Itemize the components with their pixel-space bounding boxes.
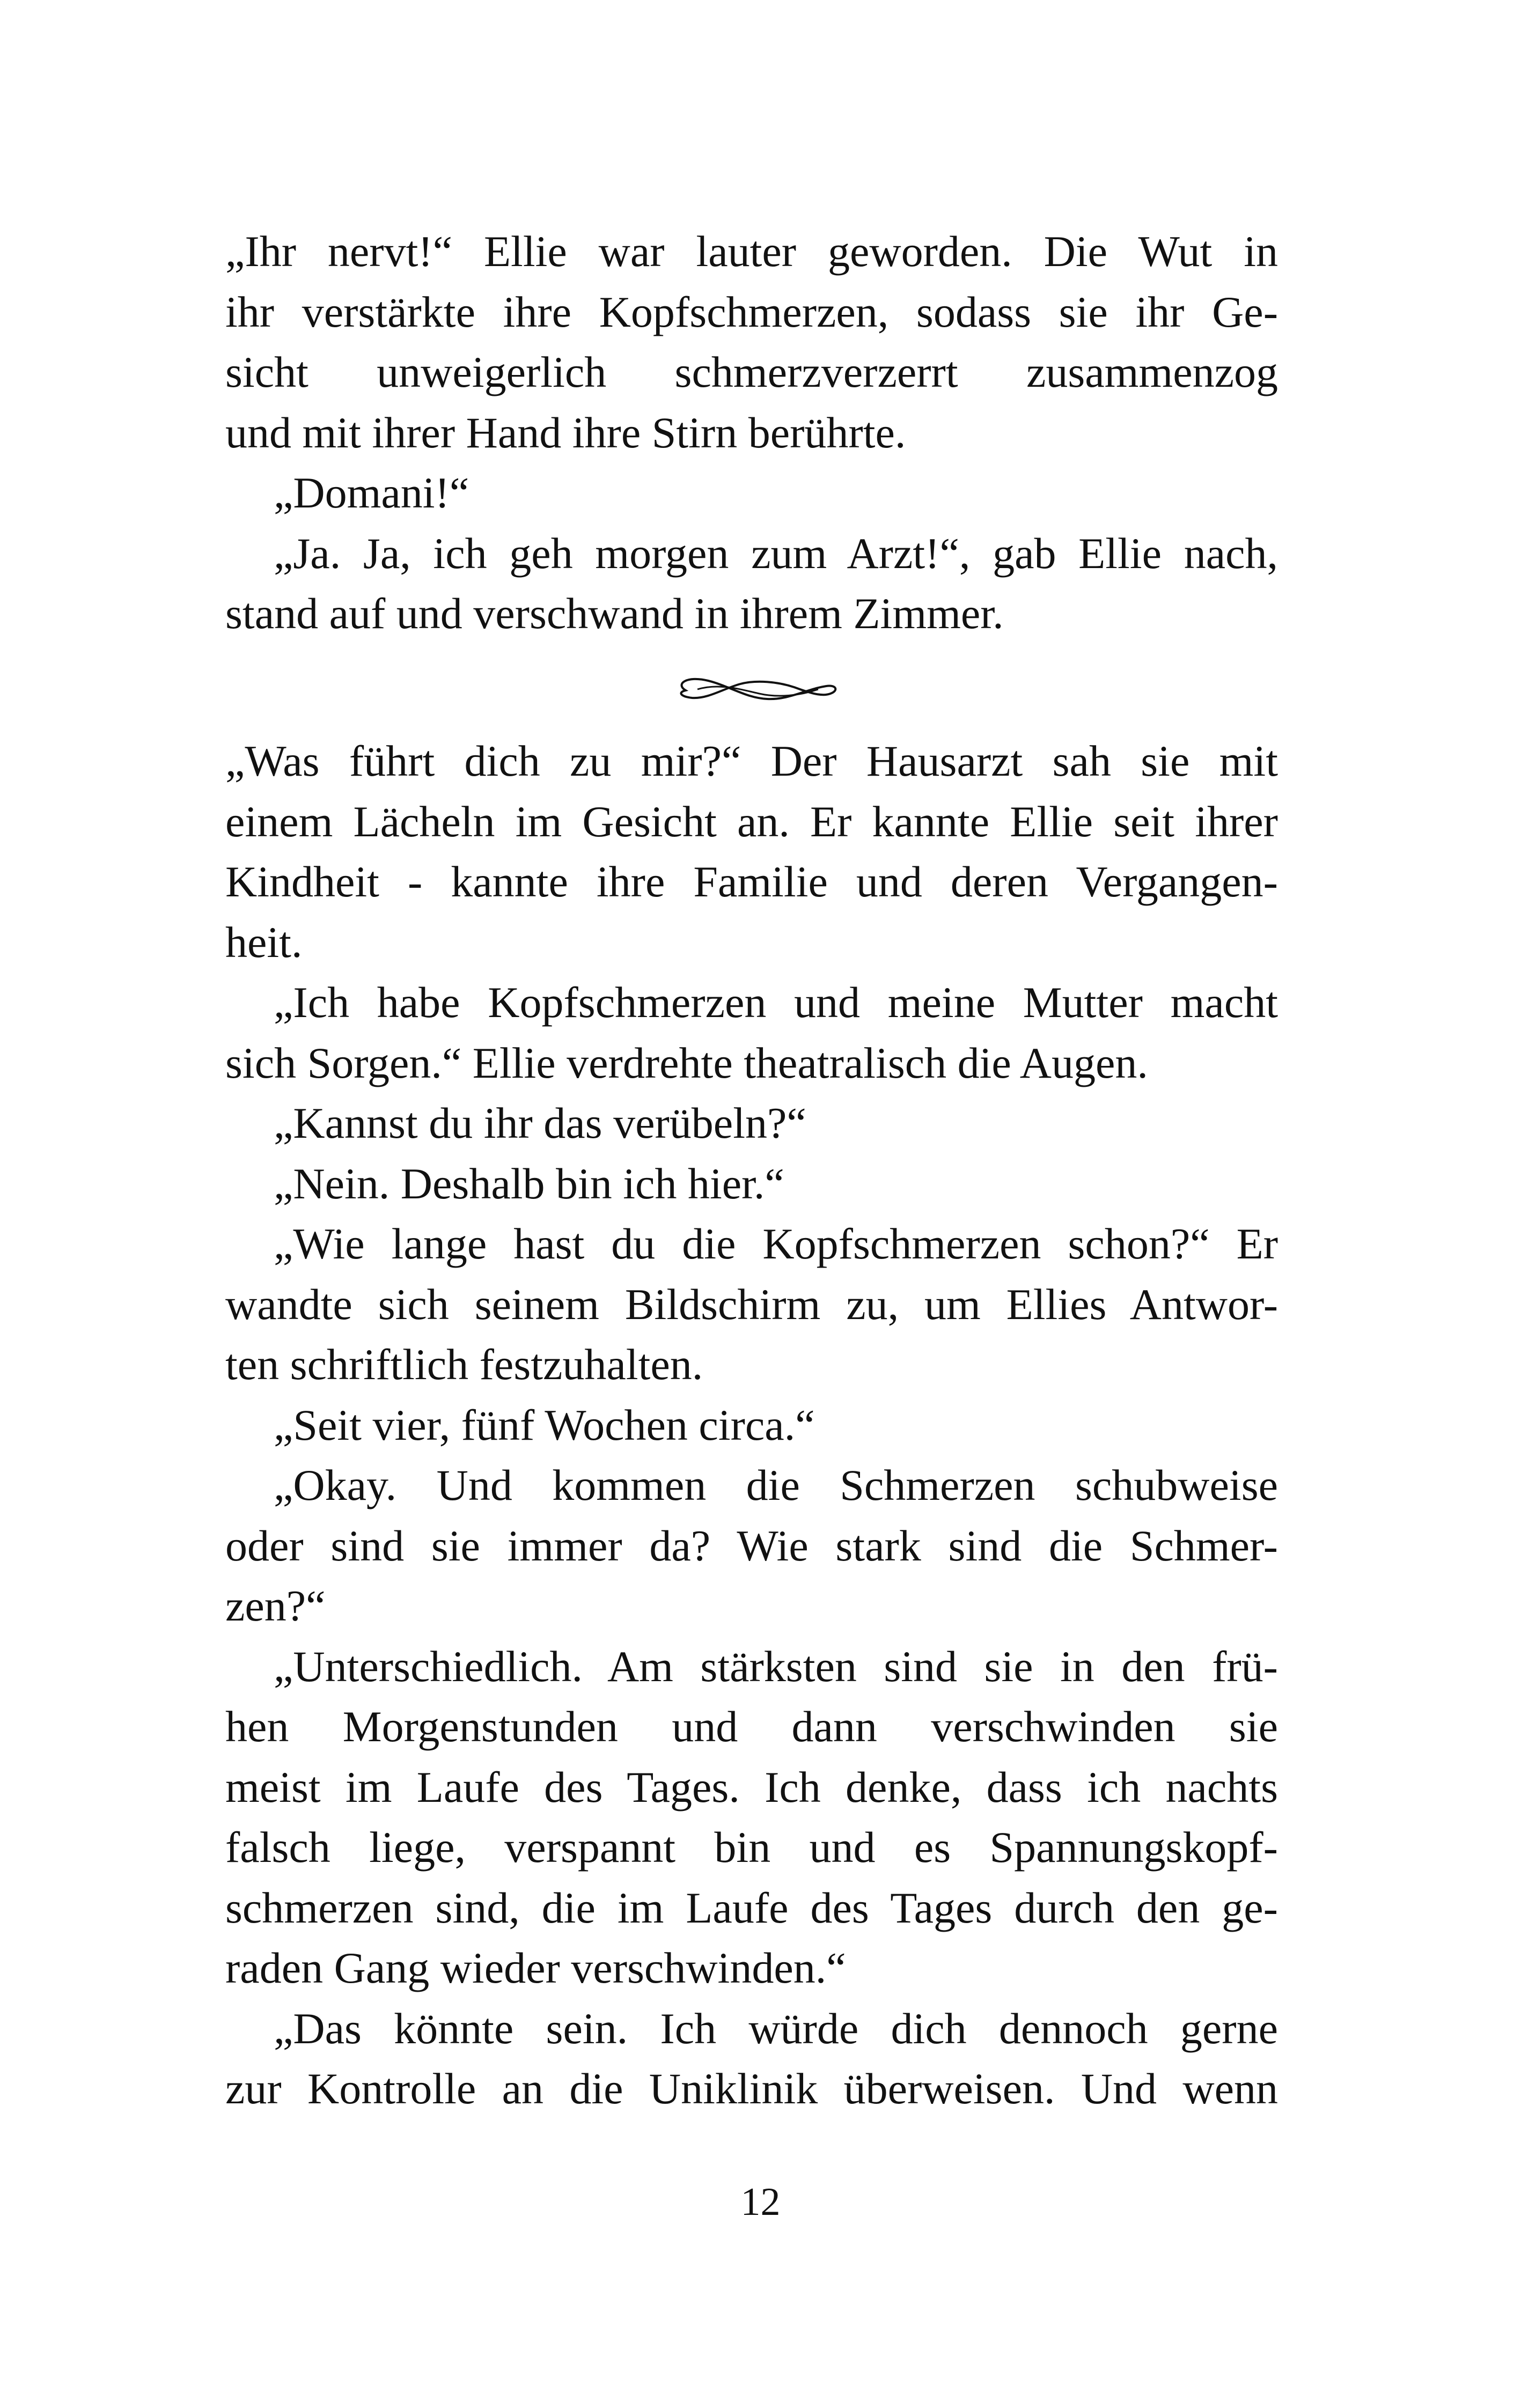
text-line: „Kannst du ihr das verübeln?“: [274, 1099, 806, 1147]
text-line: einem Lächeln im Gesicht an. Er kannte Ellie seit ihrer: [225, 797, 1278, 846]
text-line: „Domani!“: [274, 468, 469, 517]
text-line: „Okay. Und kommen die Schmerzen schubweise: [274, 1461, 1278, 1509]
text-line: meist im Laufe des Tages. Ich denke, dass ich nachts: [225, 1762, 1278, 1811]
text-line: „Ihr nervt!“ Ellie war lauter geworden. Die Wut in: [225, 227, 1278, 276]
page-number: 12: [740, 2180, 781, 2224]
text-line: oder sind sie immer da? Wie stark sind die Schmer-: [225, 1521, 1278, 1570]
text-line: zur Kontrolle an die Uniklinik überweisen. Und wenn: [225, 2064, 1278, 2113]
text-line: „Wie lange hast du die Kopfschmerzen schon?“ Er: [274, 1219, 1278, 1268]
text-line: stand auf und verschwand in ihrem Zimmer.: [225, 589, 1004, 638]
text-line: wandte sich seinem Bildschirm zu, um Ellies Antwor-: [225, 1279, 1278, 1329]
text-line: „Seit vier, fünf Wochen circa.“: [274, 1400, 815, 1449]
text-block-before-ornament: [225, 222, 1278, 644]
text-line: zen?“: [225, 1581, 326, 1630]
text-line: falsch liege, verspannt bin und es Spannungskopf-: [225, 1823, 1278, 1872]
text-line: heit.: [225, 917, 303, 967]
text-line: „Nein. Deshalb bin ich hier.“: [274, 1159, 784, 1208]
text-line: Kindheit - kannte ihre Familie und deren Vergangen-: [225, 857, 1278, 906]
text-line: „Das könnte sein. Ich würde dich dennoch gerne: [274, 2004, 1278, 2053]
text-line: „Ja. Ja, ich geh morgen zum Arzt!“, gab Ellie nach,: [274, 528, 1278, 578]
text-block-after-ornament: [225, 731, 1278, 2119]
text-line: „Ich habe Kopfschmerzen und meine Mutter macht: [274, 978, 1278, 1027]
text-line: und mit ihrer Hand ihre Stirn berührte.: [225, 408, 906, 457]
text-line: „Was führt dich zu mir?“ Der Hausarzt sah sie mit: [225, 737, 1278, 785]
flourish-ornament-icon: [665, 668, 842, 711]
text-line: raden Gang wieder verschwinden.“: [225, 1943, 846, 1992]
text-line: schmerzen sind, die im Laufe des Tages durch den ge-: [225, 1883, 1278, 1932]
text-line: ten schriftlich festzuhalten.: [225, 1340, 703, 1389]
text-line: „Unterschiedlich. Am stärksten sind sie in den frü-: [274, 1641, 1278, 1691]
text-line: ihr verstärkte ihre Kopfschmerzen, sodass sie ihr Ge-: [225, 287, 1278, 336]
text-line: hen Morgenstunden und dann verschwinden sie: [225, 1702, 1278, 1751]
text-line: sich Sorgen.“ Ellie verdrehte theatralisch die Augen.: [225, 1038, 1148, 1087]
text-line: sicht unweigerlich schmerzverzerrt zusammenzog: [225, 348, 1278, 396]
